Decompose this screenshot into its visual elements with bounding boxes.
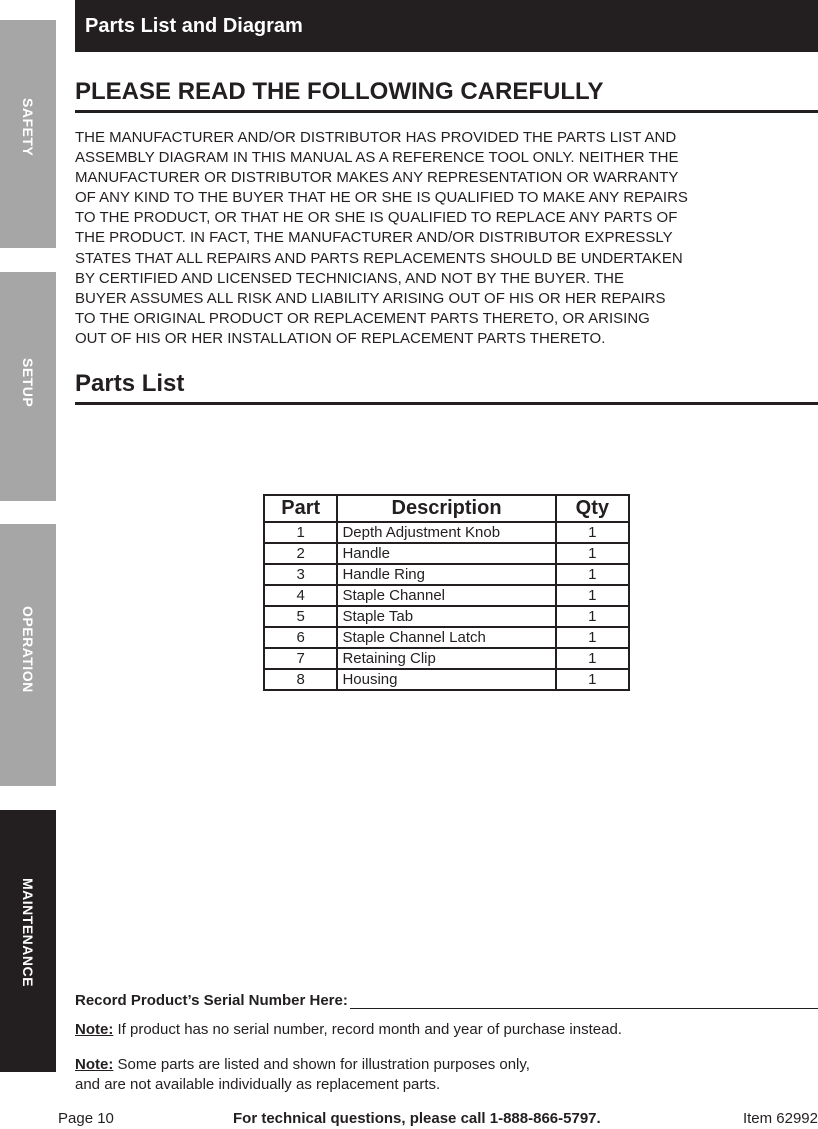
warning-line: THE MANUFACTURER AND/OR DISTRIBUTOR HAS PROVIDED THE PARTS LIST AND bbox=[75, 129, 677, 146]
cell-part: 1 bbox=[264, 522, 337, 543]
cell-qty: 1 bbox=[556, 627, 629, 648]
note-text: If product has no serial number, record month and year of purchase instead. bbox=[113, 1021, 622, 1038]
cell-part: 7 bbox=[264, 648, 337, 669]
cell-description: Handle Ring bbox=[337, 564, 555, 585]
cell-qty: 1 bbox=[556, 543, 629, 564]
cell-qty: 1 bbox=[556, 522, 629, 543]
tab-maintenance-label: MAINTENANCE bbox=[20, 878, 36, 987]
cell-part: 8 bbox=[264, 669, 337, 690]
note-label: Note: bbox=[75, 1056, 114, 1073]
cell-qty: 1 bbox=[556, 606, 629, 627]
header-part: Part bbox=[264, 495, 337, 522]
cell-description: Retaining Clip bbox=[337, 648, 555, 669]
table-row bbox=[264, 606, 629, 627]
tab-operation bbox=[0, 524, 56, 786]
warning-line: OF ANY KIND TO THE BUYER THAT HE OR SHE IS QUALIFIED TO MAKE ANY REPAIRS bbox=[75, 189, 688, 207]
warning-line: BY CERTIFIED AND LICENSED TECHNICIANS, AND NOT BY THE BUYER. THE bbox=[75, 269, 625, 287]
table-header-row bbox=[264, 495, 629, 522]
tab-setup-label: SETUP bbox=[20, 358, 36, 408]
table-row bbox=[264, 522, 629, 543]
cell-description: Handle bbox=[337, 543, 555, 564]
serial-label: Record Product’s Serial Number Here: bbox=[75, 992, 348, 1009]
cell-part: 2 bbox=[264, 543, 337, 564]
header-title: Parts List and Diagram bbox=[85, 14, 303, 37]
header-description: Description bbox=[337, 495, 555, 522]
warning-title: PLEASE READ THE FOLLOWING CAREFULLY bbox=[75, 78, 818, 113]
cell-qty: 1 bbox=[556, 585, 629, 606]
cell-description: Staple Channel Latch bbox=[337, 627, 555, 648]
cell-part: 5 bbox=[264, 606, 337, 627]
note-serial bbox=[75, 1020, 818, 1040]
warning-line: ASSEMBLY DIAGRAM IN THIS MANUAL AS A REFERENCE TOOL ONLY. NEITHER THE bbox=[75, 149, 679, 167]
warning-line: TO THE ORIGINAL PRODUCT OR REPLACEMENT PARTS THERETO, OR ARISING bbox=[75, 309, 650, 327]
table-row bbox=[264, 543, 629, 564]
warning-line: THE PRODUCT. IN FACT, THE MANUFACTURER AND/OR DISTRIBUTOR EXPRESSLY bbox=[75, 229, 673, 247]
warning-paragraph bbox=[75, 128, 765, 349]
parts-table bbox=[263, 494, 630, 691]
tab-operation-label: OPERATION bbox=[20, 606, 36, 693]
table-row bbox=[264, 627, 629, 648]
item-number: Item 62992 bbox=[742, 1110, 818, 1127]
tab-maintenance bbox=[0, 810, 56, 1072]
tab-safety bbox=[0, 20, 56, 248]
table-row bbox=[264, 585, 629, 606]
tab-safety-label: SAFETY bbox=[20, 98, 36, 157]
cell-part: 3 bbox=[264, 564, 337, 585]
page-number: Page 10 bbox=[58, 1110, 114, 1127]
note-text-continued: and are not available individually as replacement parts. bbox=[75, 1076, 441, 1093]
cell-part: 6 bbox=[264, 627, 337, 648]
tech-support-line: For technical questions, please call 1-888-866-5797. bbox=[233, 1110, 601, 1127]
warning-line: OUT OF HIS OR HER INSTALLATION OF REPLACEMENT PARTS THERETO. bbox=[75, 329, 606, 347]
cell-description: Depth Adjustment Knob bbox=[337, 522, 555, 543]
note-text: Some parts are listed and shown for illustration purposes only, bbox=[113, 1056, 530, 1073]
note-label: Note: bbox=[75, 1021, 114, 1038]
page-header bbox=[75, 0, 818, 52]
serial-number-line bbox=[350, 993, 818, 1009]
warning-line: BUYER ASSUMES ALL RISK AND LIABILITY ARISING OUT OF HIS OR HER REPAIRS bbox=[75, 289, 666, 307]
cell-qty: 1 bbox=[556, 669, 629, 690]
warning-line: STATES THAT ALL REPAIRS AND PARTS REPLACEMENTS SHOULD BE UNDERTAKEN bbox=[75, 249, 683, 267]
cell-description: Staple Tab bbox=[337, 606, 555, 627]
table-row bbox=[264, 564, 629, 585]
note-illustration bbox=[75, 1055, 818, 1095]
header-qty: Qty bbox=[556, 495, 629, 522]
table-row bbox=[264, 648, 629, 669]
cell-qty: 1 bbox=[556, 648, 629, 669]
warning-line: MANUFACTURER OR DISTRIBUTOR MAKES ANY REPRESENTATION OR WARRANTY bbox=[75, 169, 679, 187]
table-row bbox=[264, 669, 629, 690]
warning-line: TO THE PRODUCT, OR THAT HE OR SHE IS QUALIFIED TO REPLACE ANY PARTS OF bbox=[75, 209, 678, 227]
cell-part: 4 bbox=[264, 585, 337, 606]
serial-number-record bbox=[75, 992, 818, 1009]
tab-setup bbox=[0, 272, 56, 501]
parts-list-title: Parts List bbox=[75, 370, 818, 405]
cell-qty: 1 bbox=[556, 564, 629, 585]
cell-description: Staple Channel bbox=[337, 585, 555, 606]
cell-description: Housing bbox=[337, 669, 555, 690]
